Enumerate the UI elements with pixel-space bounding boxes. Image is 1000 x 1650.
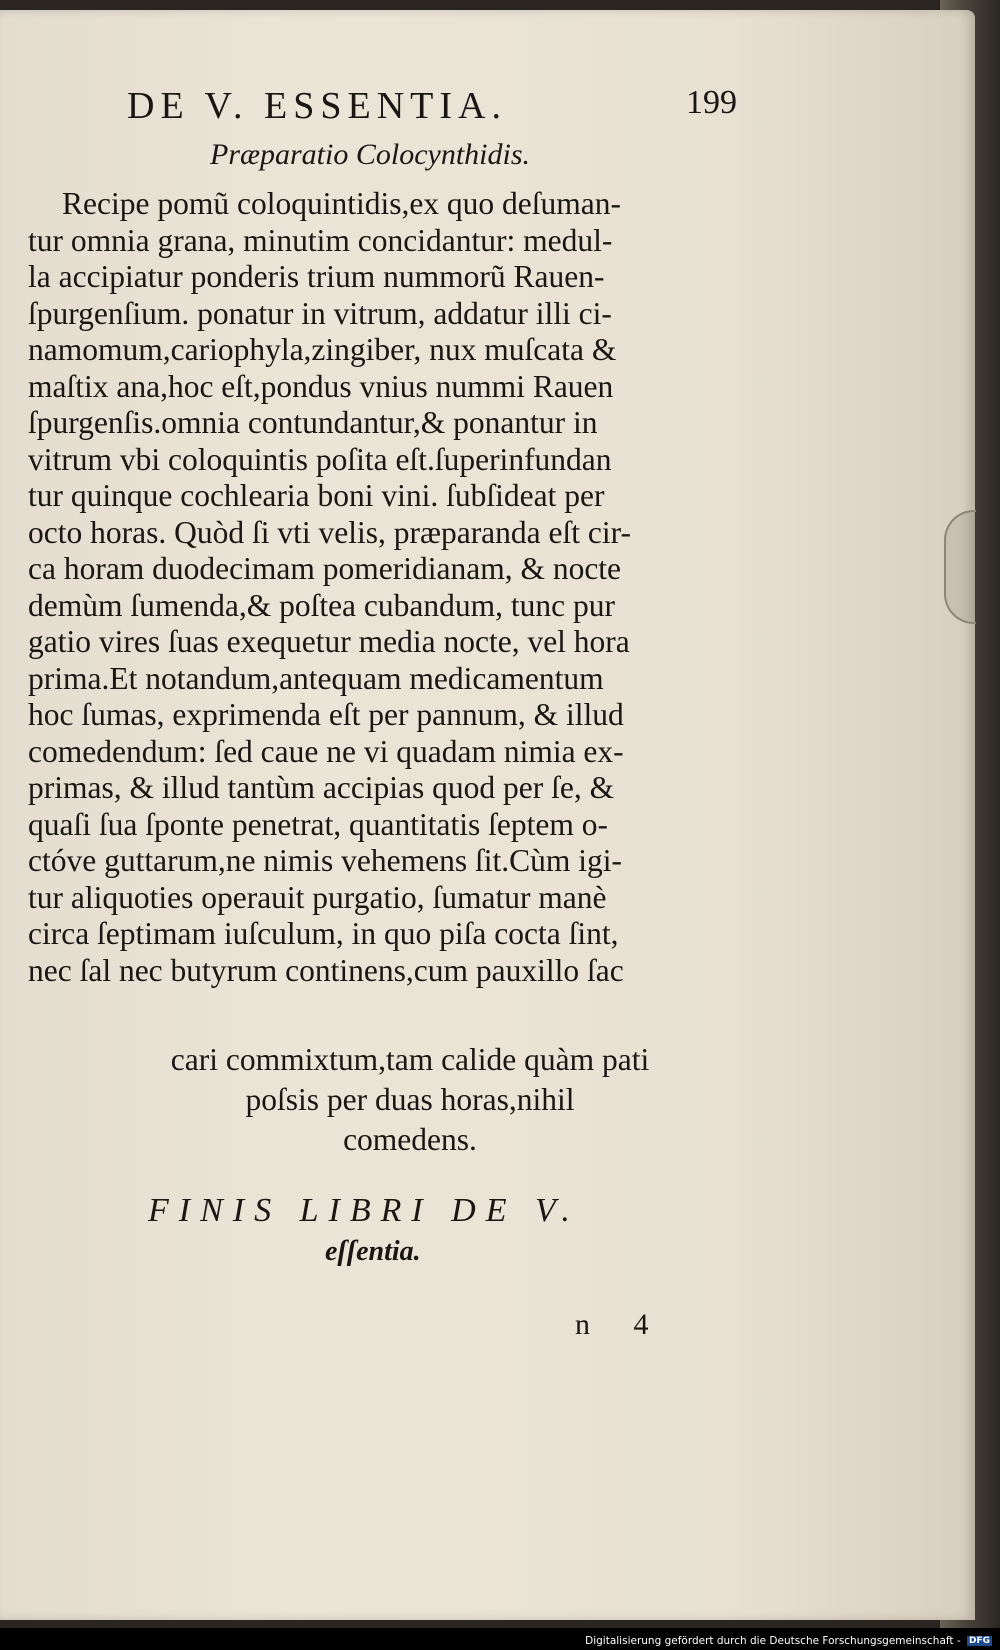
text-line: primas, & illud tantùm accipias quod per ſe, & — [28, 770, 615, 805]
text-line: demùm ſumenda,& poſtea cubandum, tunc pur — [28, 587, 615, 623]
closing-paragraph — [80, 1040, 740, 1160]
text-line: poſsis per duas horas,nihil — [245, 1082, 575, 1117]
credit-text: Digitalisierung gefördert durch die Deutsche Forschungsgemeinschaft - — [585, 1635, 961, 1647]
text-line: circa ſeptimam iuſculum, in quo piſa cocta ſint, — [28, 916, 619, 951]
text-line: Recipe pomũ coloquintidis,ex quo deſuman- — [62, 186, 622, 221]
text-line: maſtix ana,hoc eſt,pondus vnius nummi Rauen — [28, 368, 614, 404]
text-line: vitrum vbi coloquintis poſita eſt.ſuperinfundan — [28, 441, 612, 477]
finis-heading: FINIS LIBRI DE V. — [148, 1192, 580, 1229]
text-line: ſpurgenſis.omnia contundantur,& ponantur in — [28, 405, 598, 440]
text-line: la accipiatur ponderis trium nummorũ Rauen- — [28, 259, 605, 294]
page-tab-shadow — [944, 510, 976, 624]
text-line: quaſi ſua ſponte penetrat, quantitatis ſeptem o- — [28, 806, 608, 842]
text-line: cari commixtum,tam calide quàm pati — [170, 1042, 650, 1077]
text-line: ctóve guttarum,ne nimis vehemens ſit.Cùm igi- — [28, 843, 623, 878]
text-line: hoc ſumas, exprimenda eſt per pannum, & illud — [28, 697, 624, 732]
text-line: prima.Et notandum,antequam medicamentum — [28, 660, 604, 696]
text-line: gatio vires ſuas exequetur media nocte, vel hora — [28, 624, 630, 659]
section-title: Præparatio Colocynthidis. — [210, 138, 531, 171]
finis-subheading: eſſentia. — [325, 1236, 421, 1267]
text-line: namomum,cariophyla,zingiber, nux muſcata & — [28, 332, 617, 367]
text-line: tur omnia grana, minutim concidantur: medul- — [28, 222, 613, 258]
body-text — [28, 186, 748, 989]
text-line: ca horam duodecimam pomeridianam, & nocte — [28, 551, 622, 586]
running-title: DE V. ESSENTIA. — [127, 85, 507, 127]
footer-bar — [0, 1628, 1000, 1650]
page-header — [127, 84, 737, 130]
page-number: 199 — [686, 84, 737, 121]
text-line: tur aliquoties operauit purgatio, ſumatur manè — [28, 879, 607, 915]
text-line: nec ſal nec butyrum continens,cum pauxillo ſac — [28, 952, 624, 988]
dfg-logo: DFG — [968, 1636, 990, 1646]
text-line: comedens. — [343, 1122, 477, 1157]
digitization-credit — [585, 1635, 992, 1647]
text-line: tur quinque cochlearia boni vini. ſubſideat per — [28, 478, 605, 513]
text-line: ſpurgenſium. ponatur in vitrum, addatur illi ci- — [28, 295, 612, 331]
text-line: comedendum: ſed caue ne vi quadam nimia ex- — [28, 733, 624, 769]
text-line: octo horas. Quòd ſi vti velis, præparanda eſt cir- — [28, 514, 631, 550]
signature-mark: n 4 — [575, 1308, 667, 1341]
